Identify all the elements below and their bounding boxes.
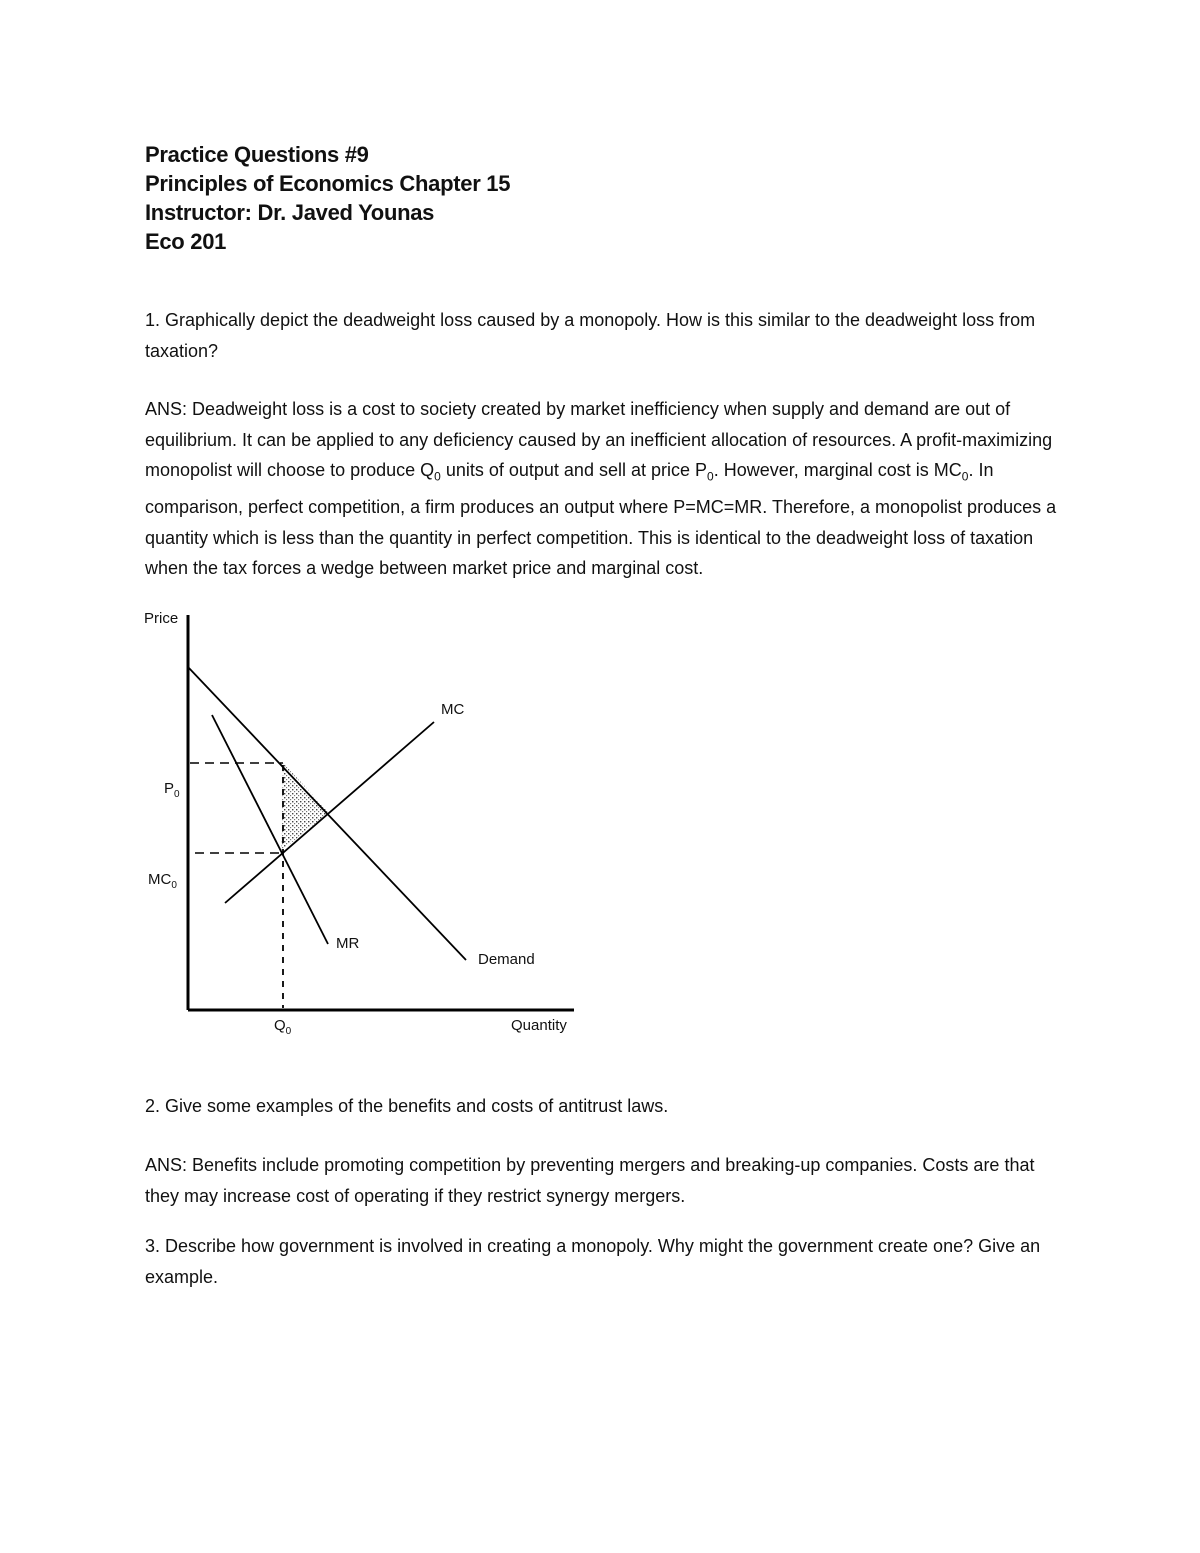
p0-label-sub: 0	[174, 789, 180, 800]
answer-1-sub-mc: 0	[961, 469, 969, 484]
mc-curve-label: MC	[441, 701, 465, 718]
y-axis-label: Price	[144, 610, 179, 627]
answer-1-part-b: units of output and sell at price P	[440, 460, 708, 480]
header-course-code: Eco 201	[145, 229, 227, 254]
question-2: 2. Give some examples of the benefits and costs of antitrust laws.	[145, 1096, 669, 1116]
question-3: 3. Describe how government is involved in creating a monopoly. Why might the government create one? Give an example.	[145, 1236, 1041, 1287]
answer-1-part-c: . However, marginal cost is MC	[713, 460, 962, 480]
q0-label	[274, 1017, 292, 1037]
question-1: 1. Graphically depict the deadweight loss caused by a monopoly. How is this similar to the deadweight loss from taxation?	[145, 310, 1036, 361]
header-course: Principles of Economics Chapter 15	[145, 171, 511, 196]
demand-curve-label: Demand	[478, 951, 535, 968]
header-instructor: Instructor: Dr. Javed Younas	[145, 200, 435, 225]
q0-label-sub: 0	[285, 1026, 292, 1037]
mc-curve	[225, 722, 434, 903]
document-header	[145, 140, 510, 256]
mc0-label-main: MC	[148, 871, 172, 888]
p0-label	[164, 780, 180, 800]
answer-1-sub-p: 0	[707, 469, 714, 484]
mc0-label	[148, 871, 177, 891]
header-title: Practice Questions #9	[145, 142, 369, 167]
answer-1-sub-q: 0	[434, 469, 441, 484]
mc0-label-sub: 0	[171, 880, 177, 891]
p0-label-main: P	[164, 780, 175, 797]
x-axis-label: Quantity	[511, 1017, 567, 1034]
answer-1-part-a: ANS: Deadweight loss is a cost to society created by market inefficiency when supply and demand are out of equilibrium. It can be applied to any deficiency caused by an inefficient allocation of resources. A profit-maximizing monopolist will choose to produce Q	[145, 399, 1053, 480]
monopoly-deadweight-loss-figure	[140, 605, 600, 1045]
answer-1-part-d: . In comparison, perfect competition, a firm produces an output where P=MC=MR. Therefore, a monopolist produces a quantity which is less than the quantity in perfect competition. This is identical to the deadweight loss of taxation when the tax forces a wedge between market price and marginal cost.	[145, 460, 1057, 579]
mr-curve-label: MR	[336, 935, 360, 952]
q0-label-main: Q	[274, 1017, 286, 1034]
answer-1	[145, 394, 1060, 584]
answer-2: ANS: Benefits include promoting competition by preventing mergers and breaking-up companies. Costs are that they may increase cost of operating if they restrict synergy mergers.	[145, 1155, 1035, 1206]
